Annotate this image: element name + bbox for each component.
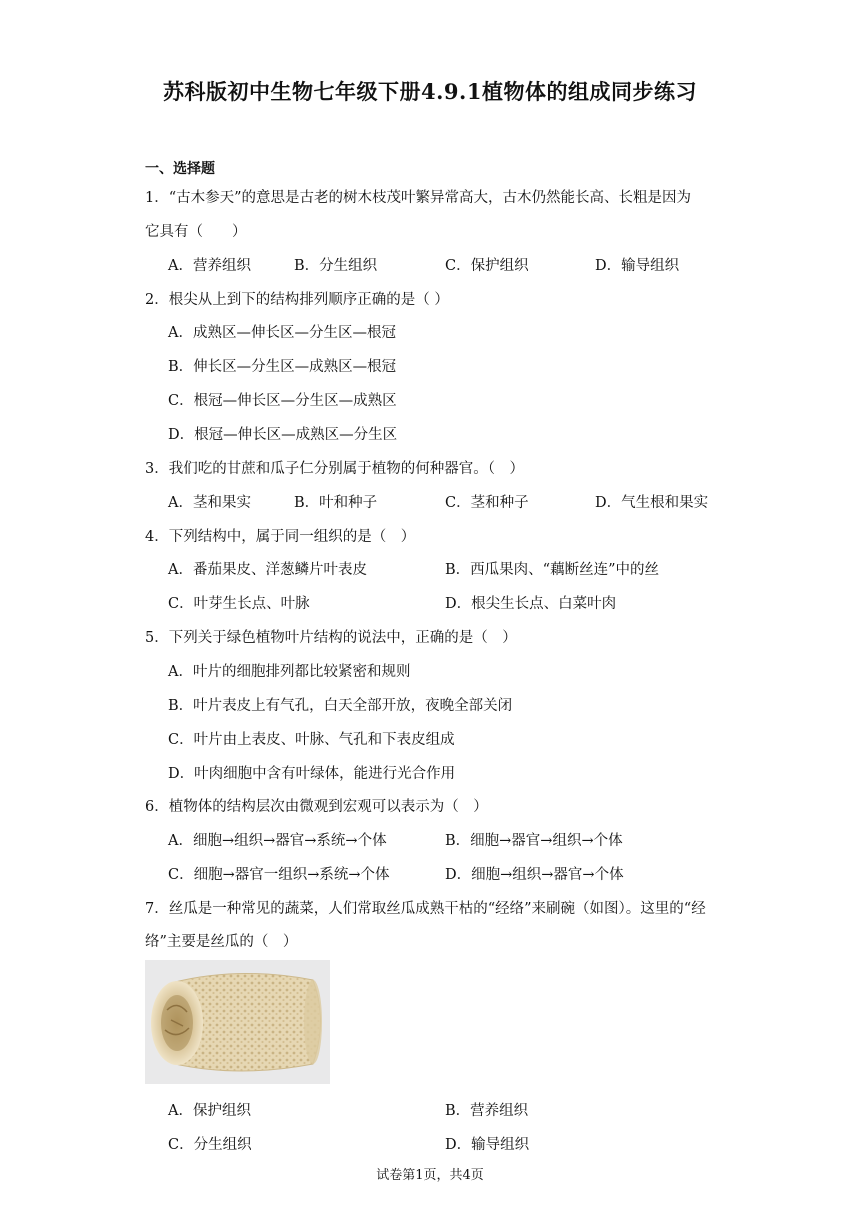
q7-option-a: A．保护组织 <box>168 1103 251 1119</box>
q6-option-d: D．细胞→组织→器官→个体 <box>445 867 624 883</box>
q1-option-d: D．输导组织 <box>595 258 680 274</box>
question-2: 2．根尖从上到下的结构排列顺序正确的是（ ） <box>145 292 449 308</box>
q6-option-b: B．细胞→器官→组织→个体 <box>445 833 623 849</box>
page-footer: 试卷第1页，共4页 <box>376 1168 484 1183</box>
q7-option-b: B．营养组织 <box>445 1103 529 1119</box>
section-heading: 一、选择题 <box>145 161 215 177</box>
q5-option-b: B．叶片表皮上有气孔，白天全部开放，夜晚全部关闭 <box>168 698 513 714</box>
question-7-line-2: 络”主要是丝瓜的（ ） <box>145 934 298 950</box>
q5-option-a: A．叶片的细胞排列都比较紧密和规则 <box>168 664 411 680</box>
q4-option-b: B．西瓜果肉、“藕断丝连”中的丝 <box>445 562 659 578</box>
question-4: 4．下列结构中，属于同一组织的是（ ） <box>145 529 416 545</box>
q2-option-c: C．根冠—伸长区—分生区—成熟区 <box>168 393 397 409</box>
q6-option-c: C．细胞→器官一组织→系统→个体 <box>168 867 390 883</box>
question-7-line-1: 7．丝瓜是一种常见的蔬菜，人们常取丝瓜成熟干枯的“经络”来刷碗（如图）。这里的“经 <box>145 901 706 917</box>
q4-option-a: A．番茄果皮、洋葱鳞片叶表皮 <box>168 562 367 578</box>
loofah-image <box>145 960 330 1084</box>
q1-option-c: C．保护组织 <box>445 258 529 274</box>
loofah-illustration <box>145 960 330 1084</box>
question-6: 6．植物体的结构层次由微观到宏观可以表示为（ ） <box>145 799 488 815</box>
q2-option-a: A．成熟区—伸长区—分生区—根冠 <box>168 325 396 341</box>
page-title: 苏科版初中生物七年级下册4.9.1植物体的组成同步练习 <box>163 79 697 104</box>
q2-option-d: D．根冠—伸长区—成熟区—分生区 <box>168 427 398 443</box>
question-1-line-2: 它具有（ ） <box>145 224 247 240</box>
q1-option-a: A．营养组织 <box>168 258 251 274</box>
question-3: 3．我们吃的甘蔗和瓜子仁分别属于植物的何种器官。（ ） <box>145 461 524 477</box>
q3-option-c: C．茎和种子 <box>445 495 529 511</box>
question-1-line-1: 1．“古木参天”的意思是古老的树木枝茂叶繁异常高大，古木仍然能长高、长粗是因为 <box>145 190 692 206</box>
q3-option-b: B．叶和种子 <box>294 495 378 511</box>
q4-option-d: D．根尖生长点、白菜叶肉 <box>445 596 617 612</box>
q5-option-c: C．叶片由上表皮、叶脉、气孔和下表皮组成 <box>168 732 455 748</box>
q1-option-b: B．分生组织 <box>294 258 378 274</box>
q7-option-d: D．输导组织 <box>445 1137 530 1153</box>
q3-option-a: A．茎和果实 <box>168 495 251 511</box>
q7-option-c: C．分生组织 <box>168 1137 252 1153</box>
q6-option-a: A．细胞→组织→器官→系统→个体 <box>168 833 387 849</box>
q2-option-b: B．伸长区—分生区—成熟区—根冠 <box>168 359 397 375</box>
question-5: 5．下列关于绿色植物叶片结构的说法中，正确的是（ ） <box>145 630 517 646</box>
q3-option-d: D．气生根和果实 <box>595 495 709 511</box>
q4-option-c: C．叶芽生长点、叶脉 <box>168 596 310 612</box>
q5-option-d: D．叶肉细胞中含有叶绿体，能进行光合作用 <box>168 766 456 782</box>
